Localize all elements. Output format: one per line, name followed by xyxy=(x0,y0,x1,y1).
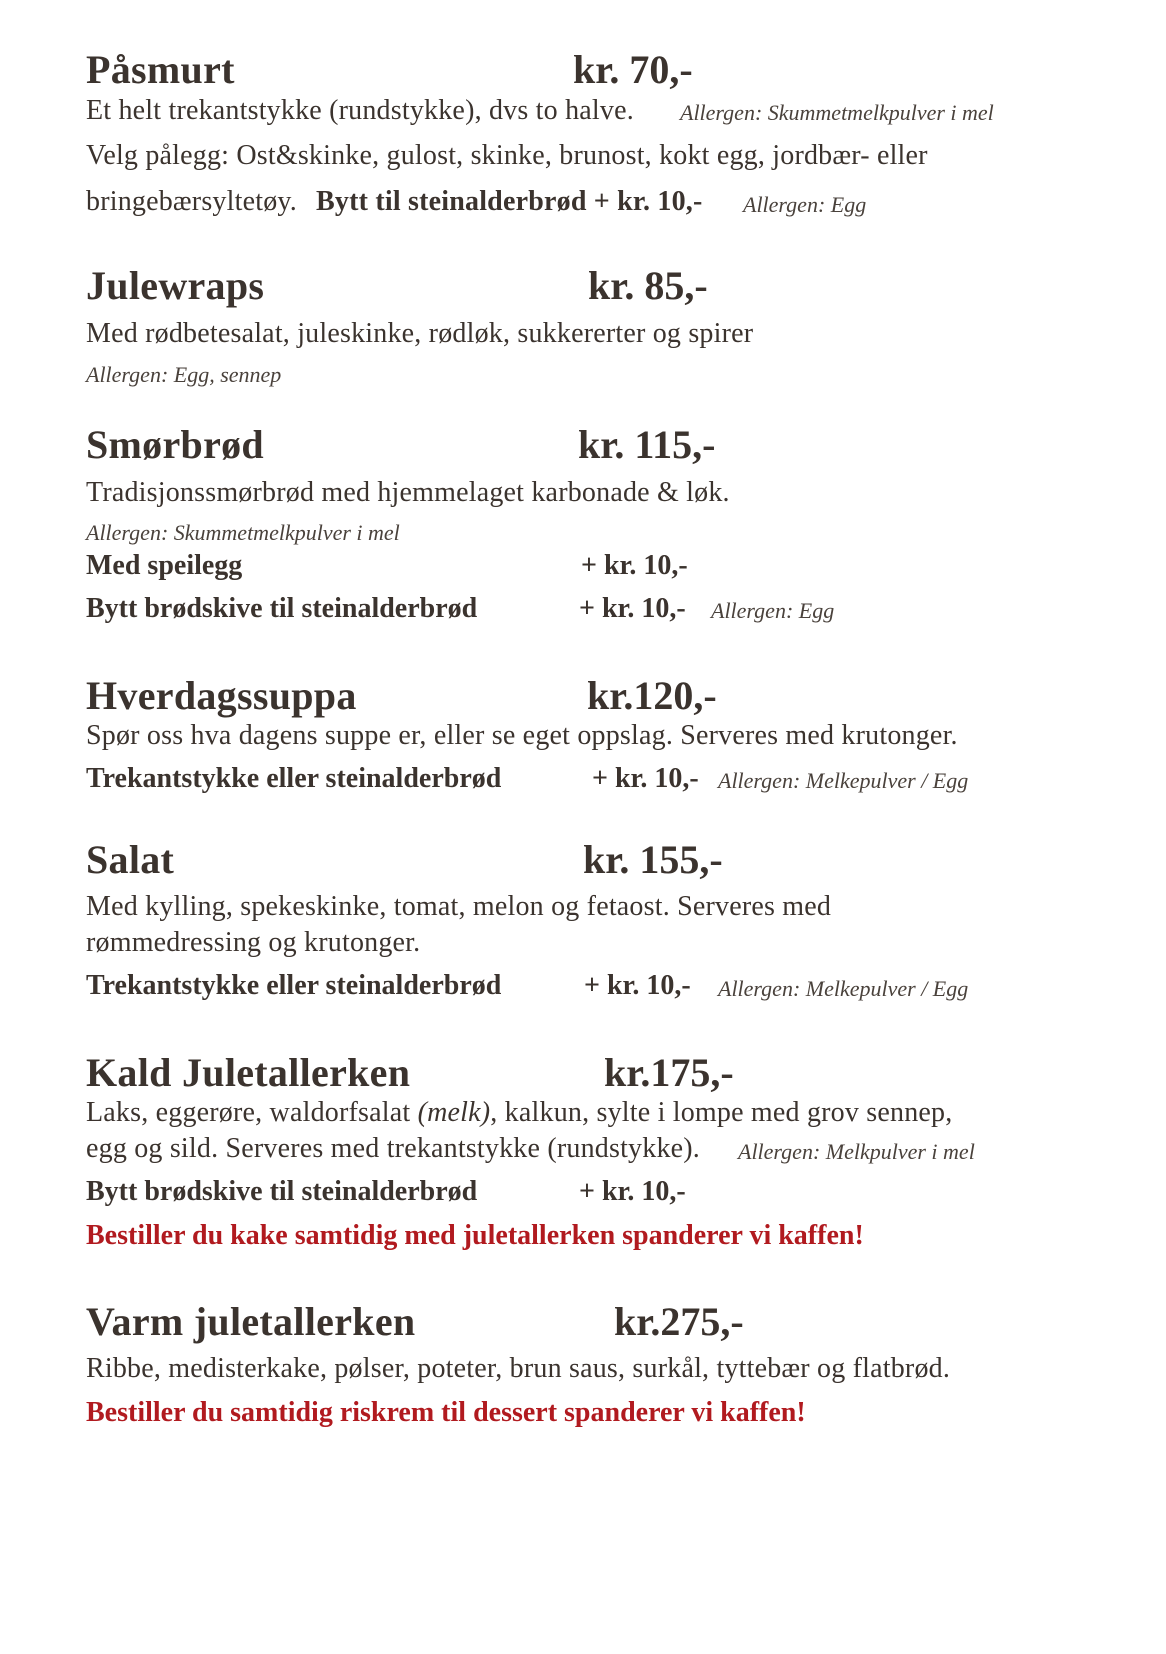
option-label: Med speilegg xyxy=(86,550,243,581)
option-price: + kr. 10,- xyxy=(581,550,688,581)
option-price: + kr. 10,- xyxy=(592,763,699,794)
item-desc: Med rødbetesalat, juleskinke, rødløk, sukkererter og spirer xyxy=(86,318,754,349)
item-desc: Spør oss hva dagens suppe er, eller se eget oppslag. Serveres med krutonger. xyxy=(86,720,958,751)
item-desc: bringebærsyltetøy. xyxy=(86,186,297,217)
item-title-hverdagssuppa: Hverdagssuppa xyxy=(86,673,357,718)
allergen-note: Allergen: Melkpulver i mel xyxy=(738,1139,975,1164)
item-title-salat: Salat xyxy=(86,837,175,882)
item-desc: Ribbe, medisterkake, pølser, poteter, brun saus, surkål, tyttebær og flatbrød. xyxy=(86,1353,951,1384)
item-desc: egg og sild. Serveres med trekantstykke (rundstykke). xyxy=(86,1133,701,1164)
allergen-note: Allergen: Melkepulver / Egg xyxy=(718,976,969,1001)
item-price-hverdagssuppa: kr.120,- xyxy=(587,673,717,718)
item-title-kald-juletallerken: Kald Juletallerken xyxy=(86,1050,411,1095)
item-desc xyxy=(86,1097,952,1129)
item-desc: rømmedressing og krutonger. xyxy=(86,927,421,958)
option-label: Bytt brødskive til steinalderbrød xyxy=(86,593,478,624)
item-price-smorbrod: kr. 115,- xyxy=(578,422,716,467)
option-price: + kr. 10,- xyxy=(584,970,691,1001)
item-title-smorbrod: Smørbrød xyxy=(86,422,264,467)
option-label: Trekantstykke eller steinalderbrød xyxy=(86,763,502,794)
item-desc: Et helt trekantstykke (rundstykke), dvs to halve. xyxy=(86,95,634,126)
allergen-note: Allergen: Egg xyxy=(711,598,835,623)
desc-text: , kalkun, sylte i lompe med grov sennep, xyxy=(490,1097,953,1128)
item-price-kald-juletallerken: kr.175,- xyxy=(604,1050,734,1095)
allergen-note: Allergen: Skummetmelkpulver i mel xyxy=(86,520,400,545)
item-price-julewraps: kr. 85,- xyxy=(588,263,708,308)
item-desc: Med kylling, spekeskinke, tomat, melon og fetaost. Serveres med xyxy=(86,891,832,922)
option-price: + kr. 10,- xyxy=(579,593,686,624)
promo-text: Bestiller du samtidig riskrem til dessert spanderer vi kaffen! xyxy=(86,1397,806,1428)
item-title-pasmurt: Påsmurt xyxy=(86,47,235,92)
item-price-varm-juletallerken: kr.275,- xyxy=(614,1299,744,1344)
option-label: Trekantstykke eller steinalderbrød xyxy=(86,970,502,1001)
item-price-pasmurt: kr. 70,- xyxy=(573,47,693,92)
promo-text: Bestiller du kake samtidig med juletallerken spanderer vi kaffen! xyxy=(86,1220,864,1251)
allergen-note: Allergen: Egg, sennep xyxy=(86,362,282,387)
item-option: Bytt til steinalderbrød + kr. 10,- xyxy=(316,186,703,217)
allergen-note: Allergen: Skummetmelkpulver i mel xyxy=(680,100,994,125)
desc-allergen-inline: (melk) xyxy=(417,1097,491,1128)
item-title-julewraps: Julewraps xyxy=(86,263,265,308)
item-desc: Tradisjonssmørbrød med hjemmelaget karbonade & løk. xyxy=(86,477,730,508)
item-price-salat: kr. 155,- xyxy=(583,837,723,882)
item-desc: Velg pålegg: Ost&skinke, gulost, skinke, brunost, kokt egg, jordbær- eller xyxy=(86,140,928,171)
allergen-note: Allergen: Melkepulver / Egg xyxy=(718,768,969,793)
option-label: Bytt brødskive til steinalderbrød xyxy=(86,1176,478,1207)
option-price: + kr. 10,- xyxy=(579,1176,686,1207)
item-title-varm-juletallerken: Varm juletallerken xyxy=(86,1299,416,1344)
allergen-note: Allergen: Egg xyxy=(743,192,867,217)
desc-text: Laks, eggerøre, waldorfsalat xyxy=(86,1097,411,1128)
